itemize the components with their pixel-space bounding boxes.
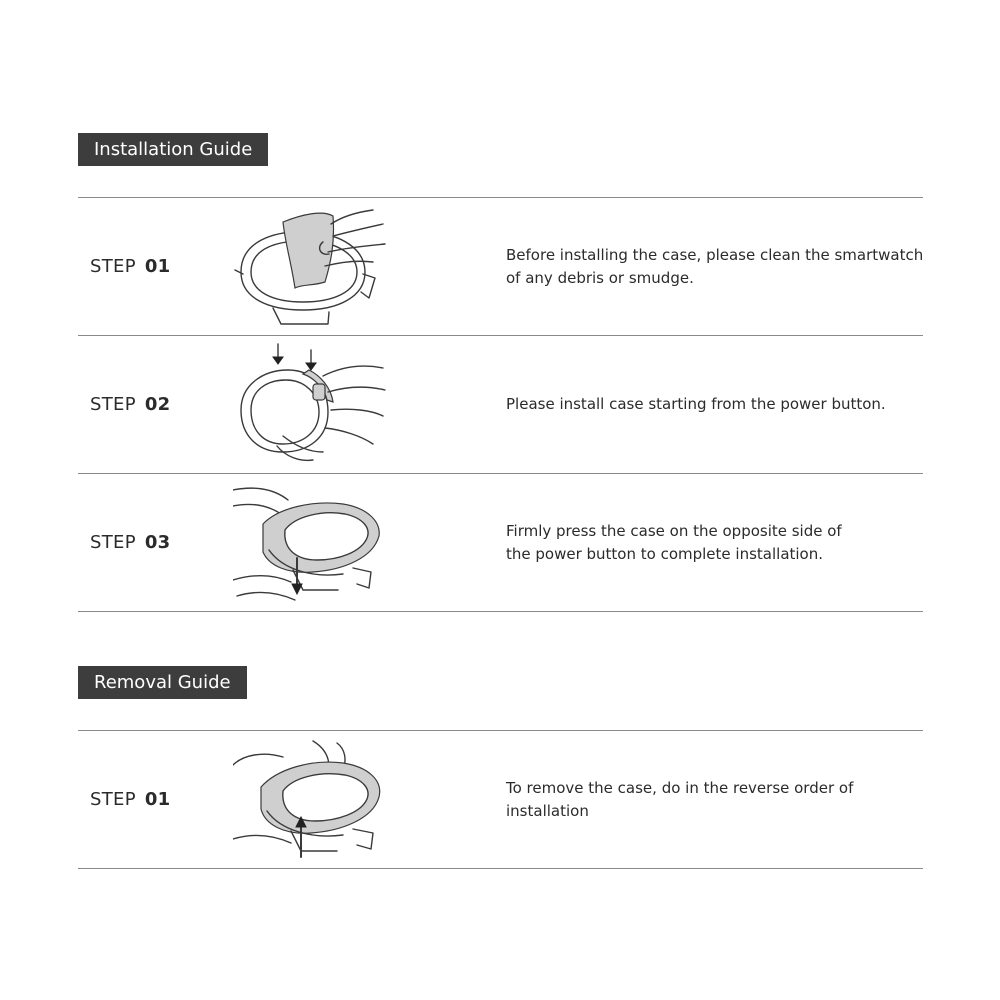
- removal-step-01: [78, 731, 923, 868]
- installation-step-03: [78, 474, 923, 611]
- remove-case-illustration: [233, 735, 393, 865]
- step-label: [90, 731, 171, 868]
- step-label: [90, 474, 171, 611]
- step-word: STEP: [90, 256, 136, 277]
- step-number: 03: [144, 532, 171, 553]
- step-description: Before installing the case, please clean the smartwatch of any debris or smudge.: [506, 245, 924, 287]
- step-label: [90, 336, 171, 473]
- removal-guide-header: Removal Guide: [78, 666, 247, 699]
- installation-step-01: [78, 198, 923, 335]
- step-number: 01: [144, 789, 171, 810]
- divider: [78, 868, 923, 869]
- installation-guide-header: Installation Guide: [78, 133, 268, 166]
- step-word: STEP: [90, 532, 136, 553]
- cleaning-cloth-illustration: [233, 202, 393, 332]
- step-word: STEP: [90, 789, 136, 810]
- step-word: STEP: [90, 394, 136, 415]
- step-number: 01: [144, 256, 171, 277]
- divider: [78, 611, 923, 612]
- press-power-button-illustration: [233, 340, 393, 470]
- step-number: 02: [144, 394, 171, 415]
- step-description: Please install case starting from the power button.: [506, 395, 886, 413]
- press-opposite-side-illustration: [233, 478, 393, 608]
- step-description: To remove the case, do in the reverse order of installation: [506, 778, 854, 820]
- step-description: Firmly press the case on the opposite side of the power button to complete installation.: [506, 521, 842, 563]
- installation-step-02: [78, 336, 923, 473]
- step-label: [90, 198, 171, 335]
